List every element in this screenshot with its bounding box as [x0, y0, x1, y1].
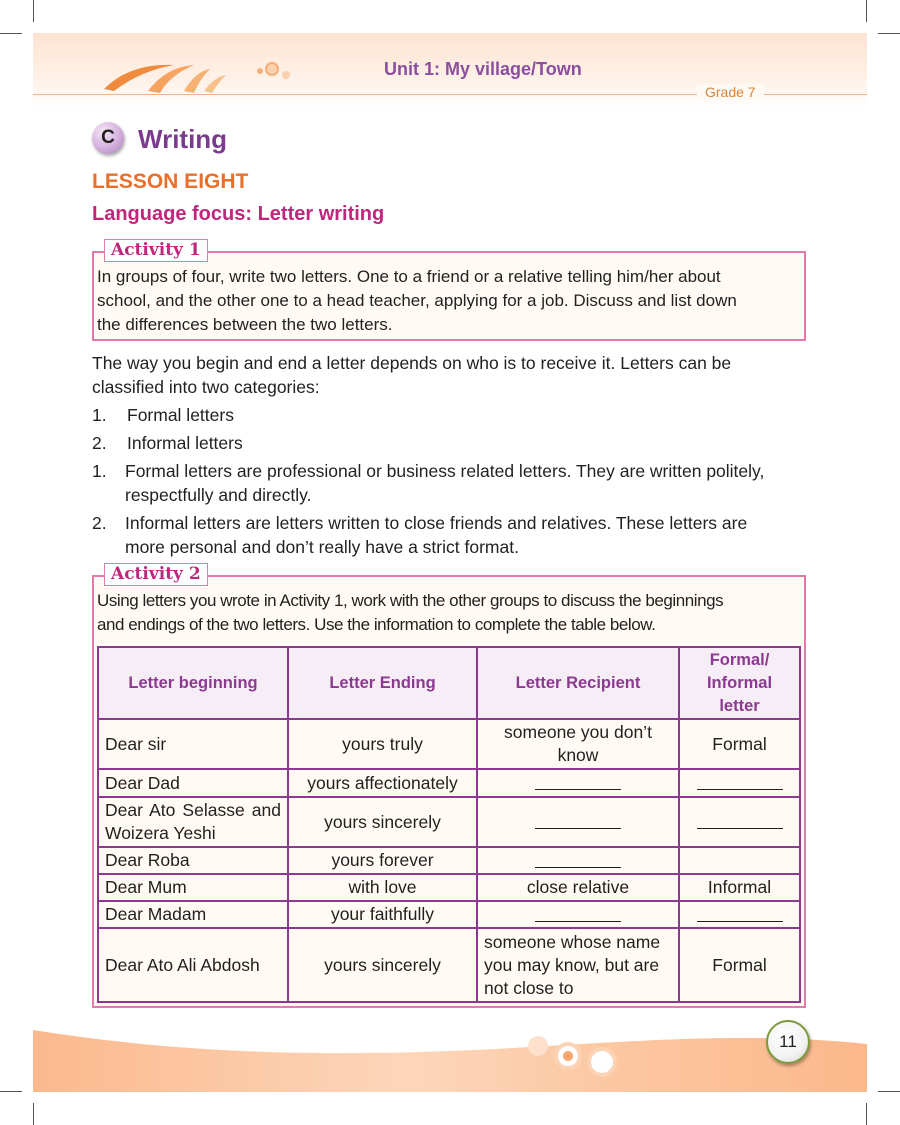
crop-mark [33, 0, 34, 22]
table-row [98, 719, 800, 769]
table-header-row [98, 647, 800, 719]
list-text [125, 511, 808, 559]
cell-type [679, 769, 800, 797]
text-line: school, and the other one to a head teacher, applying for a job. Discuss and list down [97, 291, 737, 310]
answer-blank[interactable] [535, 777, 621, 790]
answer-blank[interactable] [535, 909, 621, 922]
activity-1-text [97, 265, 803, 337]
cell-ending: yours sincerely [288, 797, 477, 847]
list-number: 1. [92, 405, 107, 425]
column-header: Letter beginning [98, 647, 288, 719]
cell-ending: yours forever [288, 847, 477, 874]
crop-mark [866, 0, 867, 22]
crop-mark [878, 33, 900, 34]
cell-beginning: Dear Ato Ali Abdosh [98, 928, 288, 1002]
cell-recipient [477, 847, 679, 874]
list-text: Formal letters [127, 405, 234, 425]
cell-type [679, 847, 800, 874]
cell-recipient [477, 901, 679, 928]
table-row [98, 797, 800, 847]
crop-mark [866, 1103, 867, 1125]
answer-blank[interactable] [535, 816, 621, 829]
text-line: The way you begin and end a letter depends on who is to receive it. Letters can be [92, 353, 732, 373]
cell-type [679, 797, 800, 847]
list-text [125, 459, 808, 507]
list-number: 2. [92, 513, 107, 533]
cell-beginning: Dear Dad [98, 769, 288, 797]
activity-2-label: Activity 2 [104, 563, 208, 586]
cell-recipient: close relative [477, 874, 679, 901]
text-line: Informal letters are letters written to close friends and relatives. These letters are [125, 513, 748, 533]
cell-type: Informal [679, 874, 800, 901]
lesson-title: LESSON EIGHT [92, 170, 249, 193]
list-text: Informal letters [127, 433, 243, 453]
activity-1-label: Activity 1 [104, 239, 208, 262]
cell-ending: with love [288, 874, 477, 901]
answer-blank[interactable] [697, 816, 783, 829]
cell-ending: yours sincerely [288, 928, 477, 1002]
text-line: Using letters you wrote in Activity 1, work with the other groups to discuss the beginnings [97, 591, 724, 610]
table-row [98, 928, 800, 1002]
cell-ending: yours affectionately [288, 769, 477, 797]
page-number: 11 [766, 1020, 810, 1064]
intro-paragraph [92, 351, 808, 399]
unit-title: Unit 1: My village/Town [384, 59, 582, 79]
activity-2-text [97, 589, 803, 637]
cell-type [679, 901, 800, 928]
language-focus-title: Language focus: Letter writing [92, 203, 385, 225]
section-badge: C [92, 122, 124, 154]
cell-beginning: Dear Madam [98, 901, 288, 928]
text-line: the differences between the two letters. [97, 315, 393, 334]
footer-wave-decoration [33, 1018, 867, 1058]
table-row [98, 847, 800, 874]
table-row [98, 901, 800, 928]
text-line: classified into two categories: [92, 377, 320, 397]
list-number: 1. [92, 461, 107, 481]
crop-mark [33, 1103, 34, 1125]
table-row [98, 874, 800, 901]
footer-bubbles-icon [520, 1030, 630, 1080]
crop-mark [0, 33, 22, 34]
text-line: more personal and don’t really have a strict format. [125, 537, 519, 557]
cell-recipient [477, 769, 679, 797]
answer-blank[interactable] [697, 909, 783, 922]
header-decoration-icon [100, 55, 310, 95]
cell-beginning: Dear Roba [98, 847, 288, 874]
cell-type: Formal [679, 928, 800, 1002]
column-header: Formal/ Informal letter [679, 647, 800, 719]
cell-ending: yours truly [288, 719, 477, 769]
section-title: Writing [138, 124, 228, 154]
letter-table [97, 646, 801, 1003]
cell-beginning: Dear Ato Selasse and Woizera Yeshi [98, 797, 288, 847]
table-row [98, 769, 800, 797]
cell-recipient [477, 797, 679, 847]
cell-type: Formal [679, 719, 800, 769]
cell-recipient: someone you don’t know [477, 719, 679, 769]
text-line: and endings of the two letters. Use the information to complete the table below. [97, 615, 656, 634]
answer-blank[interactable] [697, 777, 783, 790]
cell-recipient: someone whose name you may know, but are not close to [477, 928, 679, 1002]
cell-beginning: Dear sir [98, 719, 288, 769]
cell-beginning: Dear Mum [98, 874, 288, 901]
column-header: Letter Recipient [477, 647, 679, 719]
text-line: In groups of four, write two letters. One to a friend or a relative telling him/her about [97, 267, 721, 286]
list-number: 2. [92, 433, 107, 453]
answer-blank[interactable] [535, 855, 621, 868]
grade-label: Grade 7 [697, 84, 764, 100]
crop-mark [878, 1091, 900, 1092]
column-header: Letter Ending [288, 647, 477, 719]
text-line: Formal letters are professional or business related letters. They are written politely, [125, 461, 765, 481]
text-line: respectfully and directly. [125, 485, 312, 505]
crop-mark [0, 1091, 22, 1092]
cell-ending: your faithfully [288, 901, 477, 928]
